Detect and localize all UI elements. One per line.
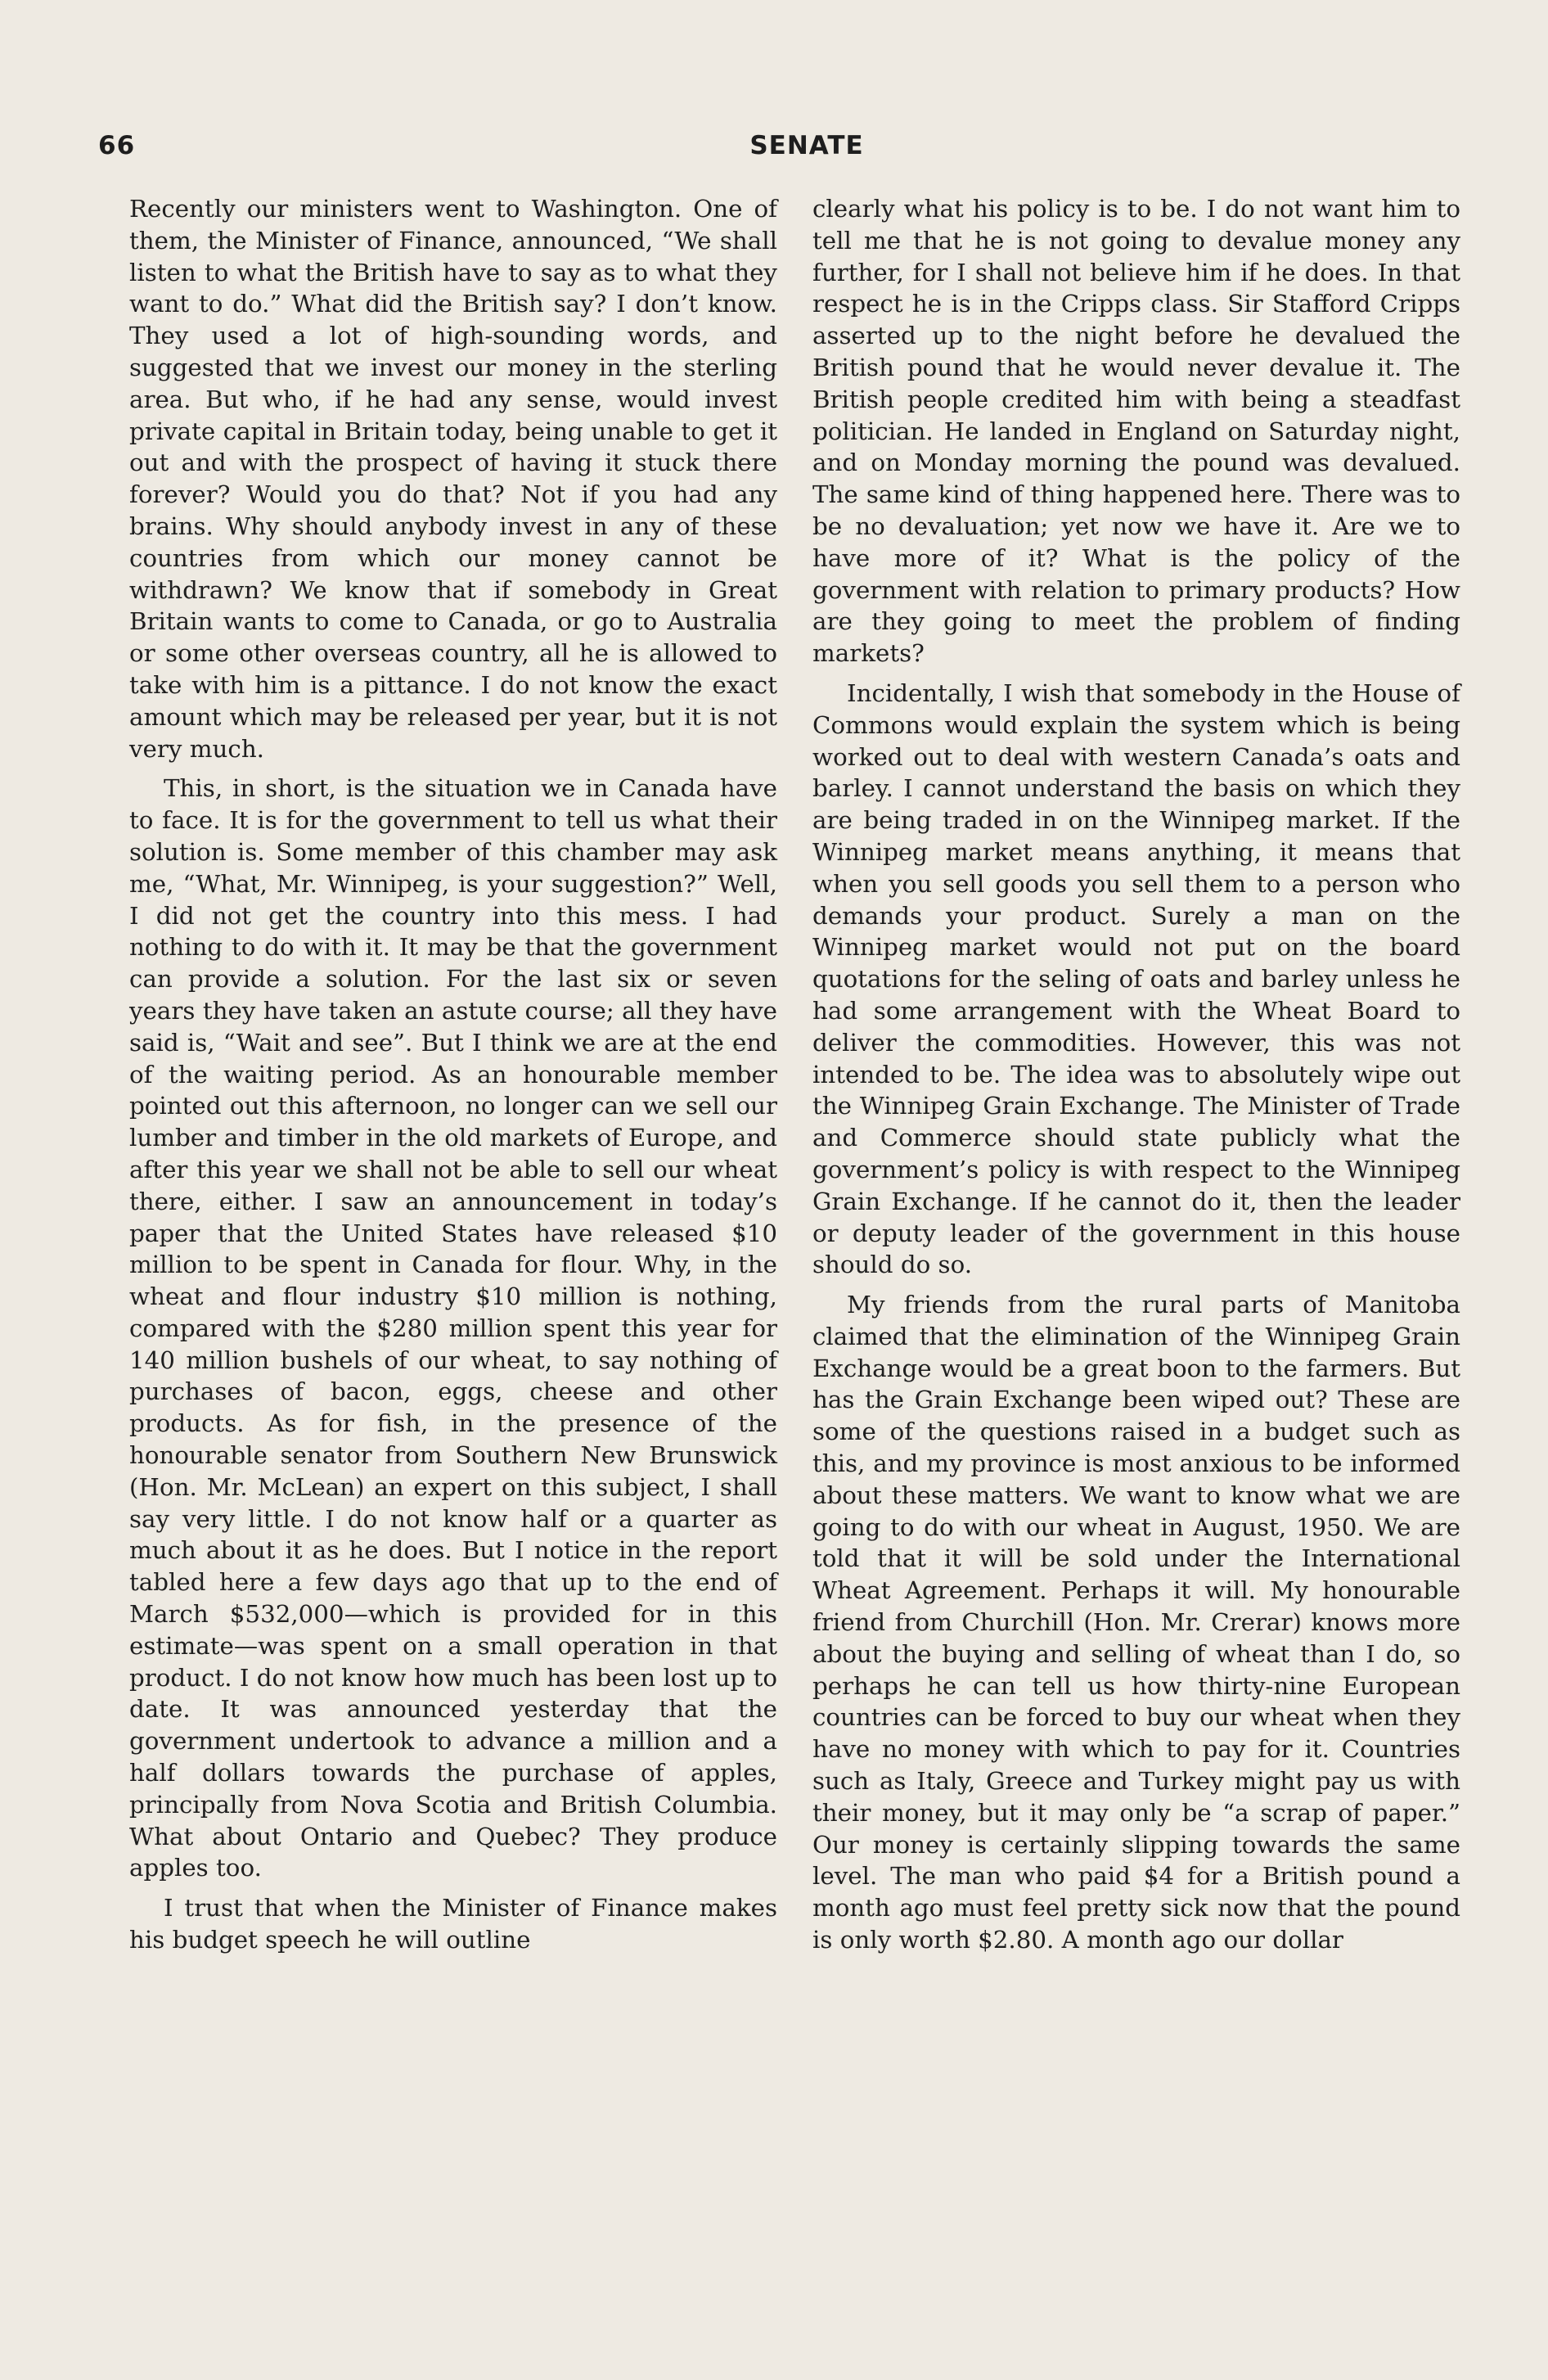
page-number: 66	[98, 131, 136, 160]
paragraph: Incidentally, I wish that somebody in the House of Commons would explain the system which is being worked out to deal with western Canada’s oats and barley. I cannot understand the basis on which they are being traded in on the Winnipeg market. If the Winnipeg market means anything, it means that when you sell goods you sell them to a person who demands your product. Surely a man on the Winnipeg market would not put on the board quotations for the seling of oats and barley unless he had some arrangement with the Wheat Board to deliver the commodities. However, this was not intended to be. The idea was to absolutely wipe out the Winnipeg Grain Exchange. The Minister of Trade and Commerce should state publicly what the government’s policy is with respect to the Winnipeg Grain Exchange. If he cannot do it, then the leader or deputy leader of the government in this house should do so.	[812, 678, 1460, 1279]
paragraph: This, in short, is the situation we in Canada have to face. It is for the government to tell us what their solution is. Some member of this chamber may ask me, “What, Mr. Winnipeg, is your suggestion?” Well, I did not get the country into this mess. I had nothing to do with it. It may be that the government can provide a solution. For the last six or seven years they have taken an astute course; all they have said is, “Wait and see”. But I think we are at the end of the waiting period. As an honourable member pointed out this afternoon, no longer can we sell our lumber and timber in the old markets of Europe, and after this year we shall not be able to sell our wheat there, either. I saw an announcement in today’s paper that the United States have released $10 million to be spent in Canada for flour. Why, in the wheat and flour industry $10 million is nothing, compared with the $280 million spent this year for 140 million bushels of our wheat, to say nothing of purchases of bacon, eggs, cheese and other products. As for fish, in the presence of the honourable senator from Southern New Brunswick (Hon. Mr. McLean) an expert on this subject, I shall say very little. I do not know half or a quarter as much about it as he does. But I notice in the report tabled here a few days ago that up to the end of March $532,000—which is provided for in this estimate—was spent on a small operation in that product. I do not know how much has been lost up to date. It was announced yesterday that the government undertook to advance a million and a half dollars towards the purchase of apples, principally from Nova Scotia and British Columbia. What about Ontario and Quebec? They produce apples too.	[129, 774, 777, 1882]
running-head: SENATE	[749, 131, 864, 160]
paragraph: My friends from the rural parts of Manitoba claimed that the elimination of the Winnipeg Grain Exchange would be a great boon to the farmers. But has the Grain Exchange been wiped out? These are some of the questions raised in a budget such as this, and my province is most anxious to be informed about these matters. We want to know what we are going to do with our wheat in August, 1950. We are told that it will be sold under the International Wheat Agreement. Perhaps it will. My honourable friend from Churchill (Hon. Mr. Crerar) knows more about the buying and selling of wheat than I do, so perhaps he can tell us how thirty-nine European countries can be forced to buy our wheat when they have no money with which to pay for it. Countries such as Italy, Greece and Turkey might pay us with their money, but it may only be “a scrap of paper.” Our money is certainly slipping towards the same level. The man who paid $4 for a British pound a month ago must feel pretty sick now that the pound is only worth $2.80. A month ago our dollar	[812, 1291, 1460, 1954]
paragraph: I trust that when the Minister of Finance makes his budget speech he will outline	[129, 1894, 777, 1954]
paragraph: Recently our ministers went to Washington. One of them, the Minister of Finance, announced, “We shall listen to what the British have to say as to what they want to do.” What did the British say? I don’t know. They used a lot of high-sounding words, and suggested that we invest our money in the sterling area. But who, if he had any sense, would invest private capital in Britain today, being unable to get it out and with the prospect of having it stuck there forever? Would you do that? Not if you had any brains. Why should anybody invest in any of these countries from which our money cannot be withdrawn? We know that if somebody in Great Britain wants to come to Canada, or go to Australia or some other overseas country, all he is allowed to take with him is a pittance. I do not know the exact amount which may be released per year, but it is not very much.	[129, 195, 777, 763]
left-column	[129, 193, 777, 1964]
paragraph: clearly what his policy is to be. I do not want him to tell me that he is not going to devalue money any further, for I shall not believe him if he does. In that respect he is in the Cripps class. Sir Stafford Cripps asserted up to the night before he devalued the British pound that he would never devalue it. The British people credited him with being a steadfast politician. He landed in England on Saturday night, and on Monday morning the pound was devalued. The same kind of thing happened here. There was to be no devaluation; yet now we have it. Are we to have more of it? What is the policy of the government with relation to primary products? How are they going to meet the problem of finding markets?	[812, 195, 1460, 668]
right-column	[812, 193, 1460, 1964]
page-header	[98, 131, 1466, 170]
